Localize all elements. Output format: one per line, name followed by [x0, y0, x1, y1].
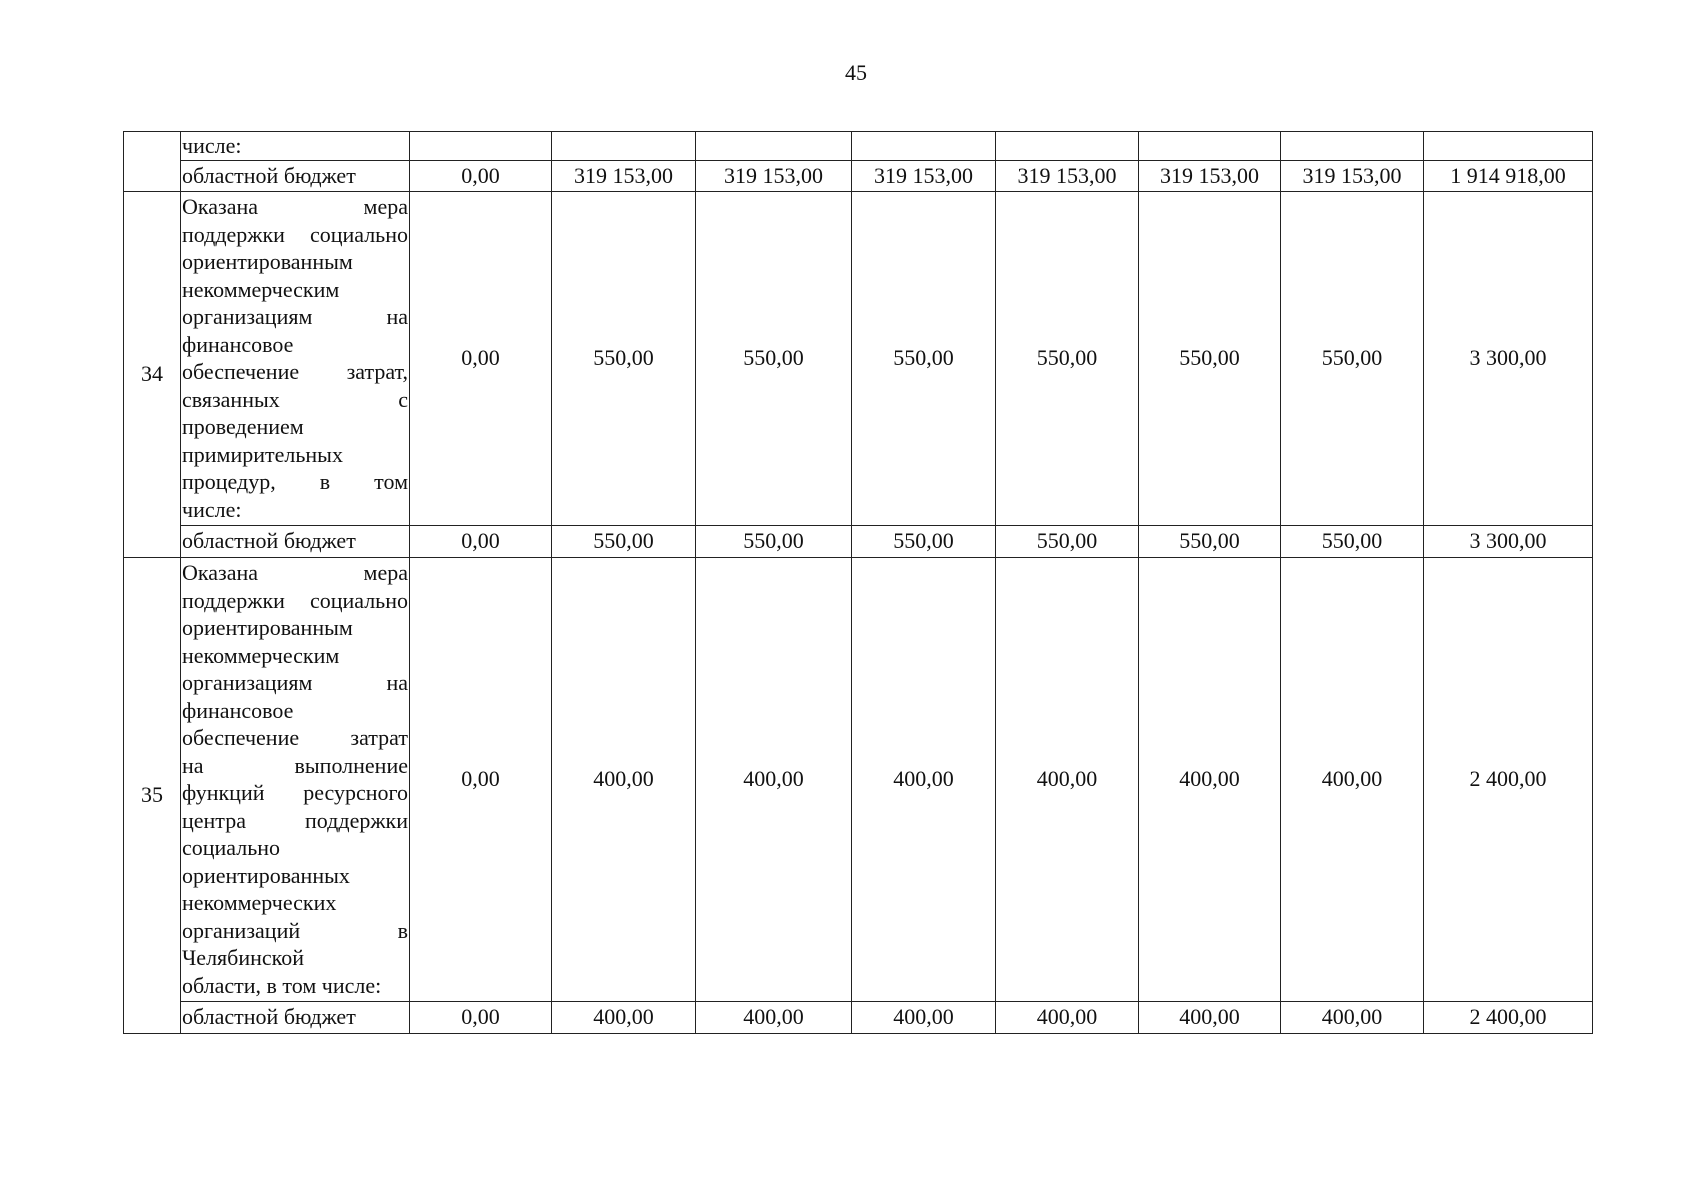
table-row [124, 132, 1593, 161]
description-line: поддержки социально [182, 587, 408, 613]
value-cell: 400,00 [552, 1001, 696, 1033]
budget-table [123, 131, 1593, 1034]
description-line: Челябинской [182, 945, 305, 970]
value-cell: 550,00 [552, 191, 696, 525]
row-number: 35 [124, 557, 181, 1033]
value-cell: 550,00 [852, 525, 996, 557]
total-cell: 2 400,00 [1424, 1001, 1593, 1033]
description-line: поддержки социально [182, 221, 408, 247]
value-cell: 319 153,00 [696, 160, 852, 191]
value-cell: 319 153,00 [552, 160, 696, 191]
description-line: ориентированным [182, 249, 353, 274]
value-cell: 550,00 [1281, 191, 1424, 525]
budget-label: областной бюджет [181, 1001, 410, 1033]
description-line: организаций в [182, 917, 408, 943]
value-cell: 319 153,00 [852, 160, 996, 191]
description-line: ориентированным [182, 615, 353, 640]
row-number-cell [124, 132, 181, 192]
value-cell: 400,00 [1139, 557, 1281, 1001]
value-cell: 550,00 [696, 525, 852, 557]
description-line: ориентированных [182, 862, 350, 888]
description-line: на выполнение [182, 752, 408, 778]
description-line: организациям на [182, 670, 408, 695]
description-line: обеспечение затрат [182, 725, 408, 750]
description-line: области, в том числе: [182, 972, 382, 998]
value-cell: 400,00 [852, 1001, 996, 1033]
row-number: 34 [124, 191, 181, 557]
description-line: примирительных [182, 441, 343, 467]
description-line: числе: [182, 496, 242, 522]
value-cell: 400,00 [996, 557, 1139, 1001]
total-cell: 2 400,00 [1424, 557, 1593, 1001]
value-cell: 400,00 [1281, 1001, 1424, 1033]
table-row [124, 1001, 1593, 1033]
page-number: 45 [845, 60, 867, 85]
description-line: функций ресурсного [182, 780, 408, 805]
value-cell: 400,00 [696, 557, 852, 1001]
description-cell [181, 191, 410, 525]
description-line: некоммерческих [182, 890, 337, 915]
value-cell: 550,00 [852, 191, 996, 525]
description-line: Оказана мера [182, 194, 408, 219]
total-cell: 3 300,00 [1424, 525, 1593, 557]
description-line: проведением [182, 414, 304, 439]
value-cell: 550,00 [696, 191, 852, 525]
value-cell: 550,00 [552, 525, 696, 557]
value-cell: 319 153,00 [996, 160, 1139, 191]
description-line: финансовое [182, 331, 294, 357]
value-cell: 550,00 [996, 525, 1139, 557]
table-row [124, 525, 1593, 557]
value-cell: 400,00 [996, 1001, 1139, 1033]
value-cell: 550,00 [996, 191, 1139, 525]
value-cell: 550,00 [1139, 525, 1281, 557]
description-line: организациям на [182, 304, 408, 329]
description-line: некоммерческим [182, 276, 340, 302]
description-line: связанных с [182, 386, 408, 412]
table-row [124, 557, 1593, 1001]
budget-label: областной бюджет [181, 160, 410, 191]
total-cell: 3 300,00 [1424, 191, 1593, 525]
total-cell: 1 914 918,00 [1424, 160, 1593, 191]
value-cell: 400,00 [852, 557, 996, 1001]
value-cell: 550,00 [1281, 525, 1424, 557]
description-line: центра поддержки [182, 807, 408, 833]
description-cell: числе: [181, 132, 410, 161]
value-cell: 0,00 [410, 525, 552, 557]
description-line: процедур, в том [182, 469, 408, 494]
value-cell: 0,00 [410, 1001, 552, 1033]
value-cell: 400,00 [1281, 557, 1424, 1001]
table-row [124, 160, 1593, 191]
table-row [124, 191, 1593, 525]
description-line: финансовое [182, 697, 294, 723]
value-cell: 319 153,00 [1281, 160, 1424, 191]
description-line: обеспечение затрат, [182, 359, 408, 384]
value-cell: 0,00 [410, 160, 552, 191]
value-cell: 400,00 [552, 557, 696, 1001]
description-line: социально [182, 835, 281, 860]
budget-label: областной бюджет [181, 525, 410, 557]
value-cell: 319 153,00 [1139, 160, 1281, 191]
description-line: Оказана мера [182, 560, 408, 585]
value-cell: 0,00 [410, 191, 552, 525]
value-cell: 550,00 [1139, 191, 1281, 525]
value-cell: 400,00 [1139, 1001, 1281, 1033]
value-cell: 400,00 [696, 1001, 852, 1033]
description-cell [181, 557, 410, 1001]
description-line: некоммерческим [182, 642, 340, 668]
value-cell: 0,00 [410, 557, 552, 1001]
